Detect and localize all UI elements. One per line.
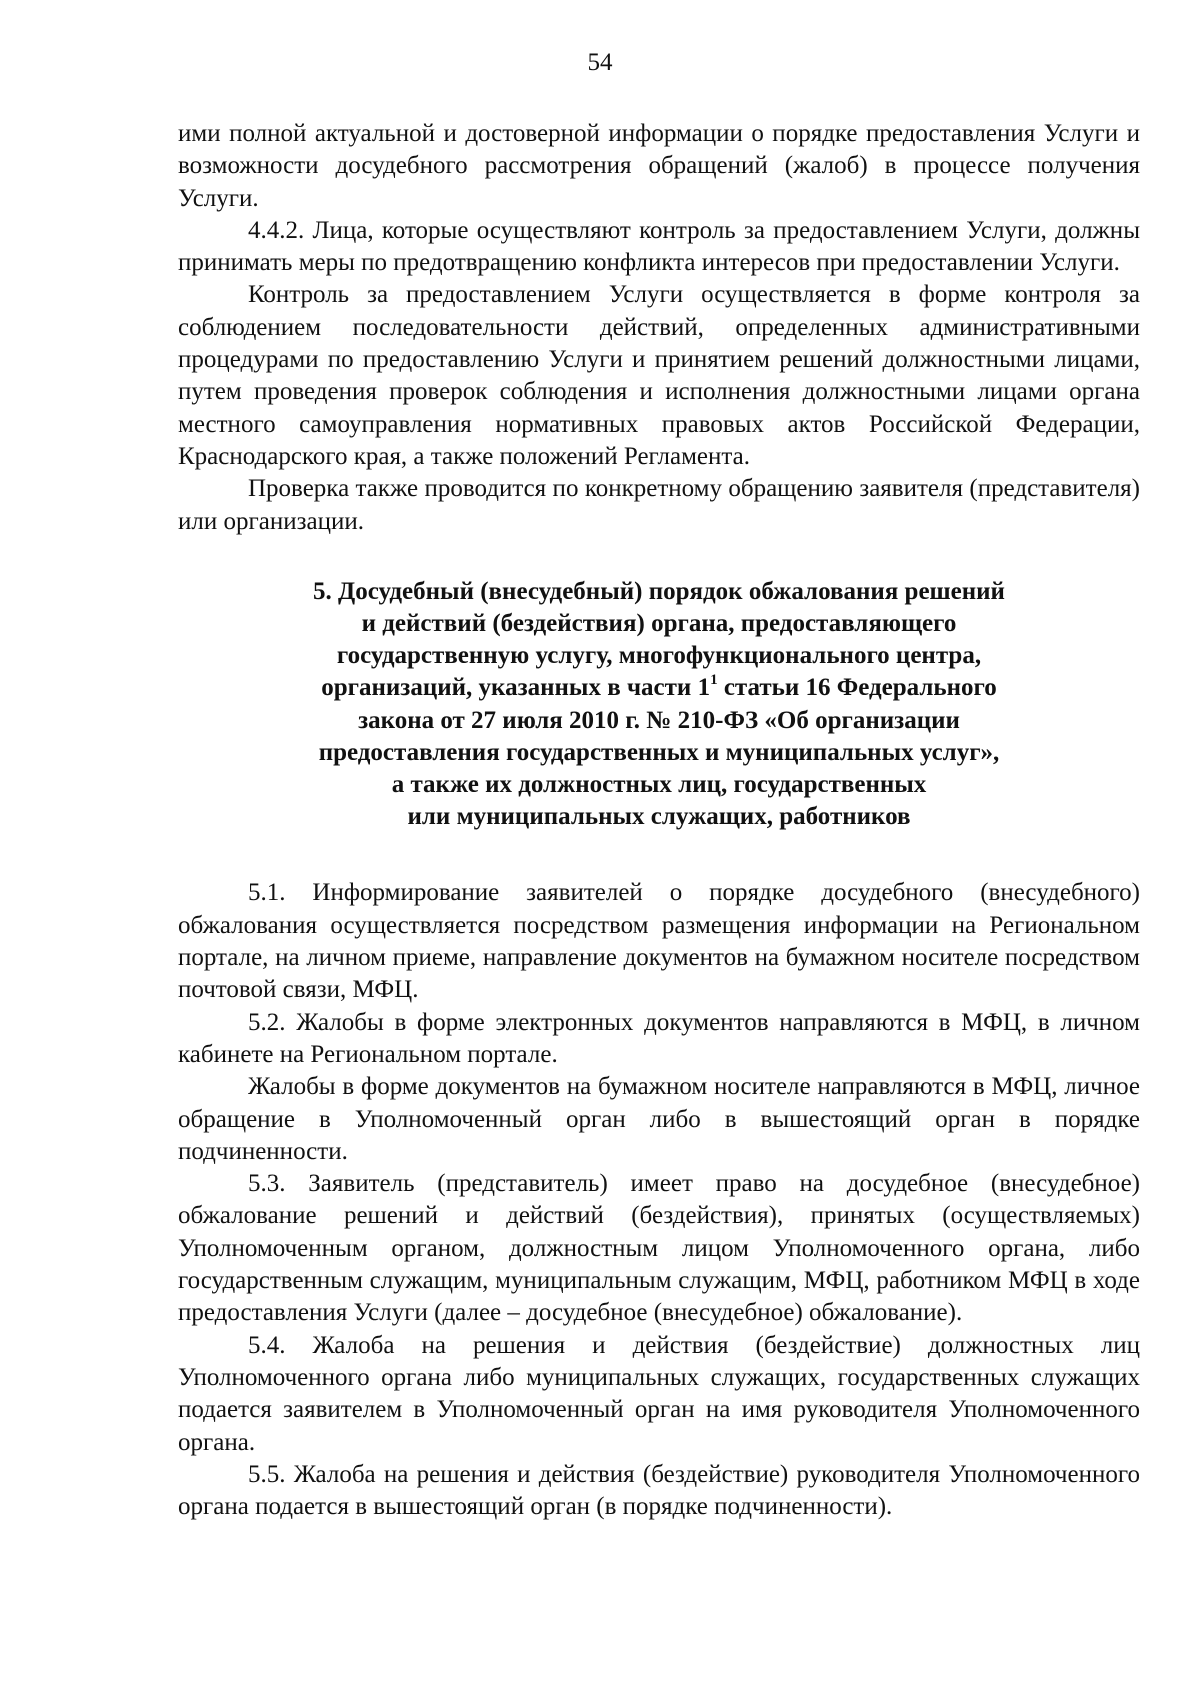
heading-line [178, 672, 1140, 704]
paragraph-5-2: 5.2. Жалобы в форме электронных документов направляются в МФЦ, в личном кабинете на Региональном портале. [178, 1008, 1140, 1068]
heading-line: а также их должностных лиц, государственных [391, 771, 927, 799]
paragraph-inspection: Проверка также проводится по конкретному обращению заявителя (представителя) или организации. [178, 475, 1140, 535]
paragraph-5-4: 5.4. Жалоба на решения и действия (бездействие) должностных лиц Уполномоченного органа либо муниципальных служащих, государственных служащих подается заявителем в Уполномоченный орган на имя руководителя Уполномоченного органа. [178, 1331, 1140, 1456]
heading-text: статьи 16 Федерального [717, 674, 997, 702]
paragraph-control-form: Контроль за предоставлением Услуги осуществляется в форме контроля за соблюдением последовательности действий, определенных административными процедурами по предоставлению Услуги и принятием решений должностными лицами, путем проведения проверок соблюдения и исполнения должностными лицами органа местного самоуправления нормативных правовых актов Российской Федерации, Краснодарского края, а также положений Регламента. [178, 281, 1140, 470]
heading-line: закона от 27 июля 2010 г. № 210-ФЗ «Об организации [358, 706, 960, 734]
heading-line: и действий (бездействия) органа, предоставляющего [361, 610, 957, 638]
heading-line: 5. Досудебный (внесудебный) порядок обжалования решений [313, 577, 1005, 605]
paragraph-5-3: 5.3. Заявитель (представитель) имеет право на досудебное (внесудебное) обжалование решений и действий (бездействия), принятых (осуществляемых) Уполномоченным органом, должностным лицом Уполномоченного органа, либо государственным служащим, муниципальным служащим, МФЦ, работником МФЦ в ходе предоставления Услуги (далее – досудебное (внесудебное) обжалование). [178, 1170, 1140, 1327]
paragraph-paper-complaints: Жалобы в форме документов на бумажном носителе направляются в МФЦ, личное обращение в Уполномоченный орган либо в вышестоящий орган в порядке подчиненности. [178, 1073, 1140, 1165]
document-body [178, 118, 1140, 1523]
heading-superscript: 1 [710, 672, 718, 689]
paragraph-4-4-2: 4.4.2. Лица, которые осуществляют контроль за предоставлением Услуги, должны принимать меры по предотвращению конфликта интересов при предоставлении Услуги. [178, 216, 1140, 277]
heading-text: организаций, указанных в части 1 [321, 674, 711, 702]
page-number: 54 [587, 49, 613, 76]
paragraph-5-1: 5.1. Информирование заявителей о порядке досудебного (внесудебного) обжалования осуществляется посредством размещения информации на Региональном портале, на личном приеме, направление документов на бумажном носителе посредством почтовой связи, МФЦ. [178, 879, 1140, 1004]
heading-line: государственную услугу, многофункционального центра, [336, 642, 982, 670]
paragraph-continuation: ими полной актуальной и достоверной информации о порядке предоставления Услуги и возможности досудебного рассмотрения обращений (жалоб) в процессе получения Услуги. [178, 120, 1140, 212]
paragraph-5-5: 5.5. Жалоба на решения и действия (бездействие) руководителя Уполномоченного органа подается в вышестоящий орган (в порядке подчиненности). [178, 1460, 1140, 1521]
heading-line: предоставления государственных и муниципальных услуг», [318, 738, 1000, 766]
section-5-heading [178, 576, 1140, 834]
heading-line: или муниципальных служащих, работников [407, 803, 911, 831]
